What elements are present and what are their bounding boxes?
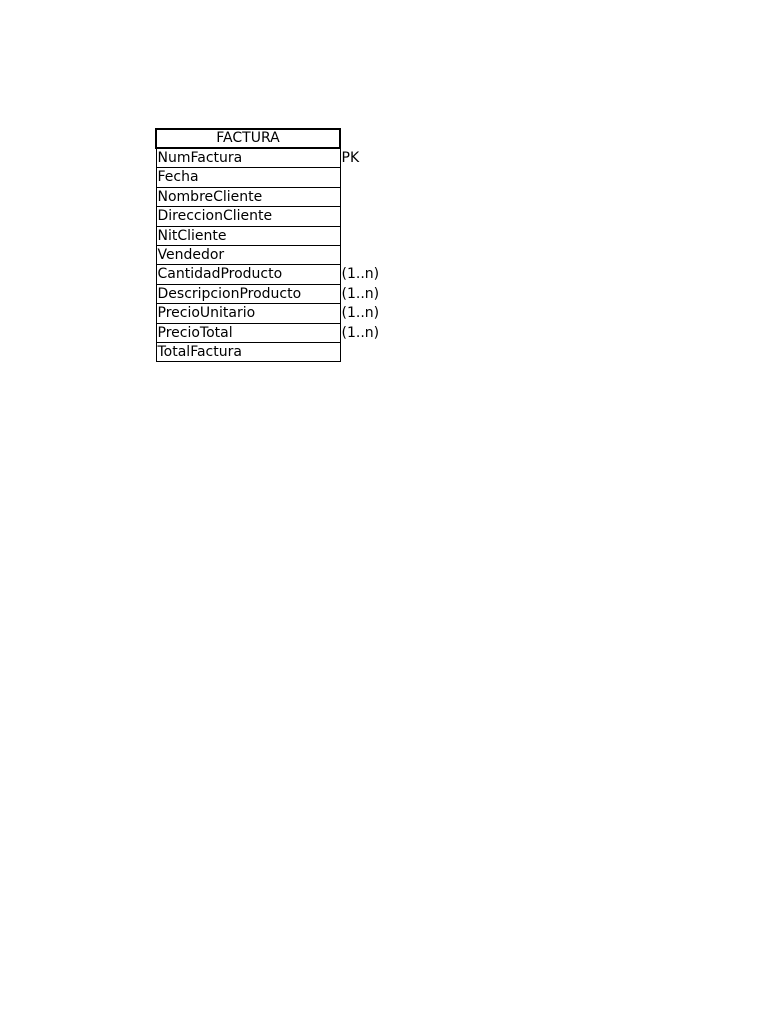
field-note-pk: PK bbox=[341, 150, 360, 166]
field-row-preciototal bbox=[156, 324, 380, 343]
entity-factura bbox=[155, 128, 380, 362]
field-name: Vendedor bbox=[157, 246, 225, 263]
field-name: PrecioUnitario bbox=[157, 305, 256, 322]
field-note-multiplicity: (1..n) bbox=[341, 266, 380, 283]
field-name: TotalFactura bbox=[157, 343, 242, 360]
field-name: NitCliente bbox=[157, 227, 227, 244]
field-row-totalfactura bbox=[156, 343, 341, 362]
field-note-multiplicity: (1..n) bbox=[341, 324, 380, 341]
field-note-multiplicity: (1..n) bbox=[341, 305, 380, 322]
field-row-nombrecliente bbox=[156, 188, 341, 207]
field-row-cantidadproducto bbox=[156, 265, 380, 284]
field-row-descripcionproducto bbox=[156, 285, 380, 304]
field-name: CantidadProducto bbox=[157, 266, 283, 283]
field-row-direccioncliente bbox=[156, 207, 341, 226]
field-row-numfactura bbox=[156, 149, 360, 168]
field-row-nitcliente bbox=[156, 227, 341, 246]
field-row-fecha bbox=[156, 168, 341, 187]
field-note-multiplicity: (1..n) bbox=[341, 285, 380, 302]
field-name: NumFactura bbox=[157, 150, 243, 166]
field-row-preciounitario bbox=[156, 304, 380, 323]
field-name: PrecioTotal bbox=[157, 324, 233, 341]
field-name: Fecha bbox=[157, 169, 199, 186]
field-name: DireccionCliente bbox=[157, 208, 273, 225]
field-row-vendedor bbox=[156, 246, 341, 265]
field-name: DescripcionProducto bbox=[157, 285, 302, 302]
entity-title: FACTURA bbox=[155, 128, 341, 149]
field-name: NombreCliente bbox=[157, 188, 263, 205]
